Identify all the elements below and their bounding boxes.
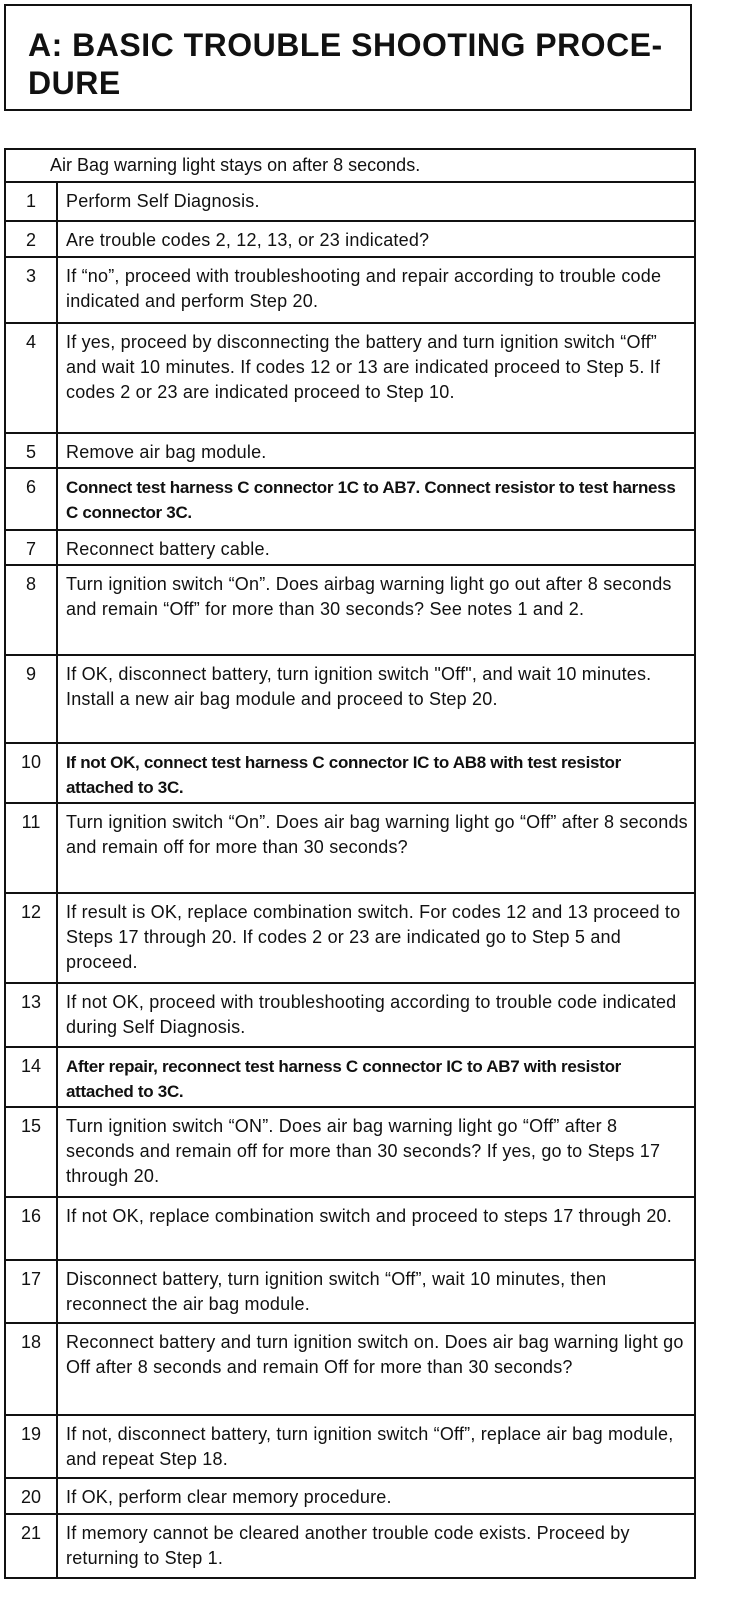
step-text: If OK, perform clear memory procedure. <box>66 1487 392 1507</box>
table-row <box>6 566 694 656</box>
step-text: Turn ignition switch “On”. Does air bag warning light go “Off” after 8 seconds and remain off for more than 30 seconds? <box>66 812 688 857</box>
table-header: Air Bag warning light stays on after 8 seconds. <box>6 150 694 183</box>
step-number: 4 <box>6 324 58 432</box>
step-number: 17 <box>6 1261 58 1322</box>
step-text: If “no”, proceed with troubleshooting and repair according to trouble code indicated and perform Step 20. <box>66 266 662 311</box>
step-number: 8 <box>6 566 58 654</box>
table-row <box>6 434 694 469</box>
step-number: 7 <box>6 531 58 564</box>
table-row <box>6 1198 694 1261</box>
step-text: If OK, disconnect battery, turn ignition switch "Off", and wait 10 minutes. Install a new air bag module and proceed to Step 20. <box>66 664 652 709</box>
step-number: 14 <box>6 1048 58 1106</box>
step-number: 3 <box>6 258 58 322</box>
step-text: If not OK, connect test harness C connector IC to AB8 with test resistor attached to 3C. <box>66 753 621 797</box>
table-row <box>6 531 694 566</box>
step-text: After repair, reconnect test harness C connector IC to AB7 with resistor attached to 3C. <box>66 1057 621 1101</box>
step-number: 13 <box>6 984 58 1046</box>
step-text: If not OK, replace combination switch and proceed to steps 17 through 20. <box>66 1206 672 1226</box>
step-text: Remove air bag module. <box>66 442 267 462</box>
table-row <box>6 1416 694 1479</box>
table-row <box>6 1479 694 1515</box>
step-text: If yes, proceed by disconnecting the battery and turn ignition switch “Off” and wait 10 minutes. If codes 12 or 13 are indicated proceed to Step 5. If codes 2 or 23 are indicated proceed to Step 10. <box>66 332 661 402</box>
step-text: Turn ignition switch “ON”. Does air bag warning light go “Off” after 8 seconds and remain off for more than 30 seconds? If yes, go to Steps 17 through 20. <box>66 1116 661 1186</box>
step-number: 2 <box>6 222 58 256</box>
step-number: 16 <box>6 1198 58 1259</box>
step-text: Disconnect battery, turn ignition switch “Off”, wait 10 minutes, then reconnect the air bag module. <box>66 1269 607 1314</box>
table-row <box>6 744 694 804</box>
step-number: 21 <box>6 1515 58 1577</box>
step-number: 9 <box>6 656 58 742</box>
table-row <box>6 656 694 744</box>
table-row <box>6 222 694 258</box>
step-text: Turn ignition switch “On”. Does airbag warning light go out after 8 seconds and remain “Off” for more than 30 seconds? See notes 1 and 2. <box>66 574 672 619</box>
table-row <box>6 804 694 894</box>
step-number: 5 <box>6 434 58 467</box>
table-row <box>6 183 694 222</box>
step-number: 19 <box>6 1416 58 1477</box>
step-text: If not, disconnect battery, turn ignition switch “Off”, replace air bag module, and repeat Step 18. <box>66 1424 674 1469</box>
table-row <box>6 1324 694 1416</box>
table-row <box>6 1108 694 1198</box>
step-text: Are trouble codes 2, 12, 13, or 23 indicated? <box>66 230 430 250</box>
table-row <box>6 1261 694 1324</box>
step-text: If not OK, proceed with troubleshooting according to trouble code indicated during Self Diagnosis. <box>66 992 677 1037</box>
table-row <box>6 258 694 324</box>
table-row <box>6 1048 694 1108</box>
steps-table <box>4 148 696 1579</box>
step-number: 11 <box>6 804 58 892</box>
table-row <box>6 469 694 531</box>
step-number: 15 <box>6 1108 58 1196</box>
table-row <box>6 1515 694 1579</box>
step-text: Reconnect battery cable. <box>66 539 270 559</box>
table-row <box>6 894 694 984</box>
table-row <box>6 324 694 434</box>
step-number: 6 <box>6 469 58 529</box>
table-row <box>6 984 694 1048</box>
step-number: 1 <box>6 183 58 220</box>
step-text: If memory cannot be cleared another trouble code exists. Proceed by returning to Step 1. <box>66 1523 630 1568</box>
step-number: 12 <box>6 894 58 982</box>
step-number: 20 <box>6 1479 58 1513</box>
page-title: A: BASIC TROUBLE SHOOTING PROCE- DURE <box>28 27 663 101</box>
step-text: Connect test harness C connector 1C to AB7. Connect resistor to test harness C connector 3C. <box>66 478 676 522</box>
step-text: Reconnect battery and turn ignition switch on. Does air bag warning light go Off after 8 seconds and remain Off for more than 30 seconds? <box>66 1332 684 1377</box>
step-number: 18 <box>6 1324 58 1414</box>
step-text: Perform Self Diagnosis. <box>66 191 260 211</box>
step-number: 10 <box>6 744 58 802</box>
title-box <box>4 4 692 111</box>
step-text: If result is OK, replace combination switch. For codes 12 and 13 proceed to Steps 17 through 20. If codes 2 or 23 are indicated go to Step 5 and proceed. <box>66 902 681 972</box>
